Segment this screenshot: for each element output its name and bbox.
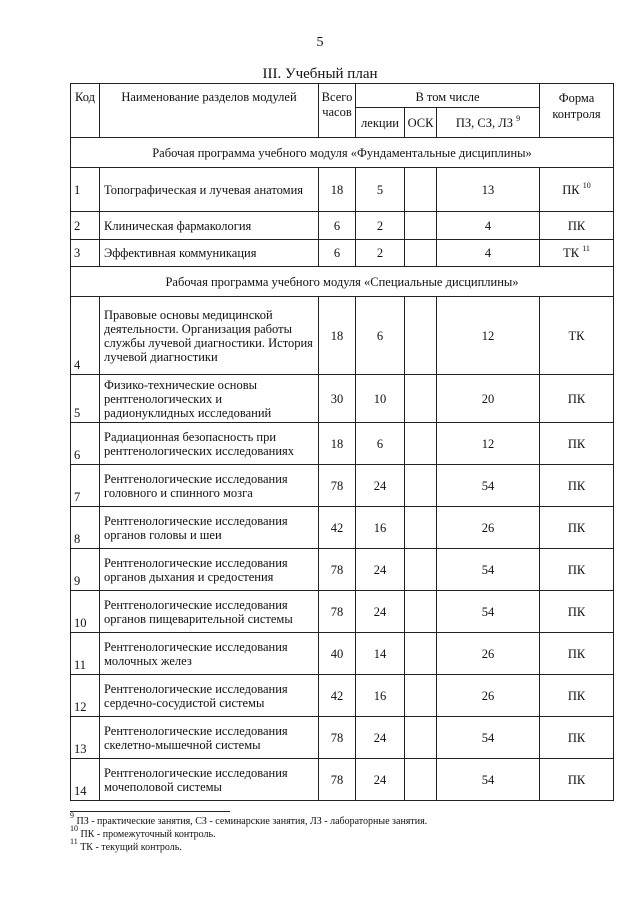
control-form-label: ПК <box>567 730 586 745</box>
row-control-form <box>540 240 614 267</box>
row-module-name: Рентгенологические исследования сердечно-сосудистой системы <box>100 675 319 717</box>
row-pz-sz-lz: 54 <box>437 549 540 591</box>
row-osk <box>405 507 437 549</box>
row-code: 5 <box>71 375 100 423</box>
footnote-ref: 10 <box>582 180 591 190</box>
row-total-hours: 40 <box>319 633 356 675</box>
header-total-hours: Всего часов <box>319 84 356 138</box>
page-title: III. Учебный план <box>262 66 378 82</box>
control-form-label: ТК <box>563 246 580 260</box>
control-form-label: ПК <box>567 218 586 233</box>
row-pz-sz-lz: 12 <box>437 297 540 375</box>
row-lectures: 16 <box>356 675 405 717</box>
row-control-form <box>540 423 614 465</box>
row-pz-sz-lz: 54 <box>437 759 540 801</box>
row-pz-sz-lz: 13 <box>437 168 540 212</box>
row-lectures: 24 <box>356 717 405 759</box>
row-module-name: Топографическая и лучевая анатомия <box>100 168 319 212</box>
table-row <box>71 759 614 801</box>
table-row <box>71 465 614 507</box>
header-code: Код <box>71 84 100 138</box>
row-control-form <box>540 549 614 591</box>
row-code: 4 <box>71 297 100 375</box>
curriculum-table <box>70 83 614 801</box>
header-osk: ОСК <box>405 108 437 138</box>
header-lectures: лекции <box>356 108 405 138</box>
row-pz-sz-lz: 26 <box>437 507 540 549</box>
row-module-name: Рентгенологические исследования головного и спинного мозга <box>100 465 319 507</box>
row-code: 9 <box>71 549 100 591</box>
row-total-hours: 6 <box>319 240 356 267</box>
table-row <box>71 633 614 675</box>
header-pz-sz-lz <box>437 108 540 138</box>
row-control-form <box>540 591 614 633</box>
footnote-text: ПК - промежуточный контроль. <box>80 829 216 840</box>
control-form-label: ПК <box>567 520 586 535</box>
footnote-text: ПЗ - практические занятия, СЗ - семинарские занятия, ЛЗ - лабораторные занятия. <box>76 816 428 827</box>
section-row <box>71 138 614 168</box>
control-form-label: ПК <box>567 436 586 451</box>
section-row <box>71 267 614 297</box>
row-module-name: Радиационная безопасность при рентгенологических исследованиях <box>100 423 319 465</box>
row-total-hours: 18 <box>319 423 356 465</box>
row-control-form <box>540 212 614 240</box>
row-module-name: Рентгенологические исследования органов пищеварительной системы <box>100 591 319 633</box>
row-pz-sz-lz: 4 <box>437 240 540 267</box>
row-osk <box>405 633 437 675</box>
row-osk <box>405 423 437 465</box>
row-module-name: Рентгенологические исследования органов головы и шеи <box>100 507 319 549</box>
table-row <box>71 507 614 549</box>
row-control-form <box>540 297 614 375</box>
row-code: 1 <box>71 168 100 212</box>
page-number: 5 <box>316 35 324 50</box>
header-pz-label: ПЗ, СЗ, ЛЗ <box>455 115 514 130</box>
row-osk <box>405 375 437 423</box>
row-control-form <box>540 465 614 507</box>
row-pz-sz-lz: 26 <box>437 633 540 675</box>
row-lectures: 24 <box>356 759 405 801</box>
row-total-hours: 78 <box>319 549 356 591</box>
row-osk <box>405 465 437 507</box>
row-pz-sz-lz: 54 <box>437 717 540 759</box>
section-title: Рабочая программа учебного модуля «Специальные дисциплины» <box>71 267 614 297</box>
row-control-form <box>540 633 614 675</box>
footnote-ref: 11 <box>582 244 590 253</box>
row-module-name: Клиническая фармакология <box>100 212 319 240</box>
row-lectures: 24 <box>356 465 405 507</box>
footnote-number: 11 <box>70 837 78 846</box>
row-pz-sz-lz: 12 <box>437 423 540 465</box>
row-control-form <box>540 759 614 801</box>
table-row <box>71 423 614 465</box>
row-lectures: 6 <box>356 297 405 375</box>
row-control-form <box>540 717 614 759</box>
row-lectures: 16 <box>356 507 405 549</box>
row-total-hours: 30 <box>319 375 356 423</box>
row-code: 13 <box>71 717 100 759</box>
row-code: 3 <box>71 240 100 267</box>
row-module-name: Рентгенологические исследования мочеполовой системы <box>100 759 319 801</box>
row-code: 7 <box>71 465 100 507</box>
header-including: В том числе <box>356 84 540 108</box>
row-pz-sz-lz: 54 <box>437 465 540 507</box>
row-code: 6 <box>71 423 100 465</box>
row-pz-sz-lz: 54 <box>437 591 540 633</box>
footnotes <box>70 811 428 854</box>
footnote-text: ТК - текущий контроль. <box>80 842 182 853</box>
row-osk <box>405 759 437 801</box>
row-control-form <box>540 168 614 212</box>
control-form-label: ПК <box>567 688 586 703</box>
row-lectures: 2 <box>356 212 405 240</box>
row-control-form <box>540 507 614 549</box>
control-form-label: ПК <box>567 391 586 406</box>
table-row <box>71 212 614 240</box>
footnote-ref: 9 <box>516 113 521 123</box>
row-module-name: Физико-технические основы рентгенологических и радионуклидных исследований <box>100 375 319 423</box>
row-total-hours: 78 <box>319 591 356 633</box>
row-code: 10 <box>71 591 100 633</box>
row-module-name: Рентгенологические исследования молочных желез <box>100 633 319 675</box>
footnote-divider <box>70 811 230 812</box>
row-code: 11 <box>71 633 100 675</box>
row-pz-sz-lz: 20 <box>437 375 540 423</box>
table-header <box>71 84 614 138</box>
header-name: Наименование разделов модулей <box>100 84 319 138</box>
row-total-hours: 42 <box>319 675 356 717</box>
footnote-number: 9 <box>70 811 74 820</box>
row-osk <box>405 297 437 375</box>
row-code: 12 <box>71 675 100 717</box>
row-control-form <box>540 675 614 717</box>
table-row <box>71 717 614 759</box>
footnote <box>70 824 427 841</box>
row-osk <box>405 675 437 717</box>
row-lectures: 24 <box>356 591 405 633</box>
footnote <box>70 811 428 828</box>
row-code: 2 <box>71 212 100 240</box>
section-title: Рабочая программа учебного модуля «Фундаментальные дисциплины» <box>71 138 614 168</box>
table-row <box>71 591 614 633</box>
row-lectures: 2 <box>356 240 405 267</box>
row-total-hours: 18 <box>319 168 356 212</box>
control-form-label: ПК <box>567 478 586 493</box>
table-row <box>71 297 614 375</box>
row-pz-sz-lz: 26 <box>437 675 540 717</box>
footnote-number: 10 <box>70 824 78 833</box>
row-lectures: 14 <box>356 633 405 675</box>
control-form-label: ПК <box>567 772 586 787</box>
control-form-label: ТК <box>568 328 585 343</box>
row-total-hours: 78 <box>319 465 356 507</box>
row-control-form <box>540 375 614 423</box>
row-osk <box>405 240 437 267</box>
row-module-name: Эффективная коммуникация <box>100 240 319 267</box>
row-total-hours: 18 <box>319 297 356 375</box>
table-row <box>71 675 614 717</box>
row-lectures: 5 <box>356 168 405 212</box>
row-osk <box>405 168 437 212</box>
table-row <box>71 549 614 591</box>
control-form-label: ПК <box>562 182 580 197</box>
row-osk <box>405 549 437 591</box>
row-module-name: Рентгенологические исследования органов дыхания и средостения <box>100 549 319 591</box>
table-body <box>71 138 614 801</box>
row-osk <box>405 212 437 240</box>
row-lectures: 10 <box>356 375 405 423</box>
header-control-form: Форма контроля <box>540 84 614 138</box>
row-lectures: 6 <box>356 423 405 465</box>
control-form-label: ПК <box>567 562 586 577</box>
row-total-hours: 6 <box>319 212 356 240</box>
footnote <box>70 837 427 854</box>
row-code: 14 <box>71 759 100 801</box>
row-osk <box>405 717 437 759</box>
table-row <box>71 240 614 267</box>
row-module-name: Рентгенологические исследования скелетно-мышечной системы <box>100 717 319 759</box>
control-form-label: ПК <box>567 604 586 619</box>
control-form-label: ПК <box>567 646 586 661</box>
table-row <box>71 168 614 212</box>
table-row <box>71 375 614 423</box>
row-total-hours: 42 <box>319 507 356 549</box>
row-code: 8 <box>71 507 100 549</box>
row-total-hours: 78 <box>319 759 356 801</box>
row-osk <box>405 591 437 633</box>
row-pz-sz-lz: 4 <box>437 212 540 240</box>
row-lectures: 24 <box>356 549 405 591</box>
row-total-hours: 78 <box>319 717 356 759</box>
row-module-name: Правовые основы медицинской деятельности. Организация работы службы лучевой диагностики. История лучевой диагностики <box>100 297 319 375</box>
